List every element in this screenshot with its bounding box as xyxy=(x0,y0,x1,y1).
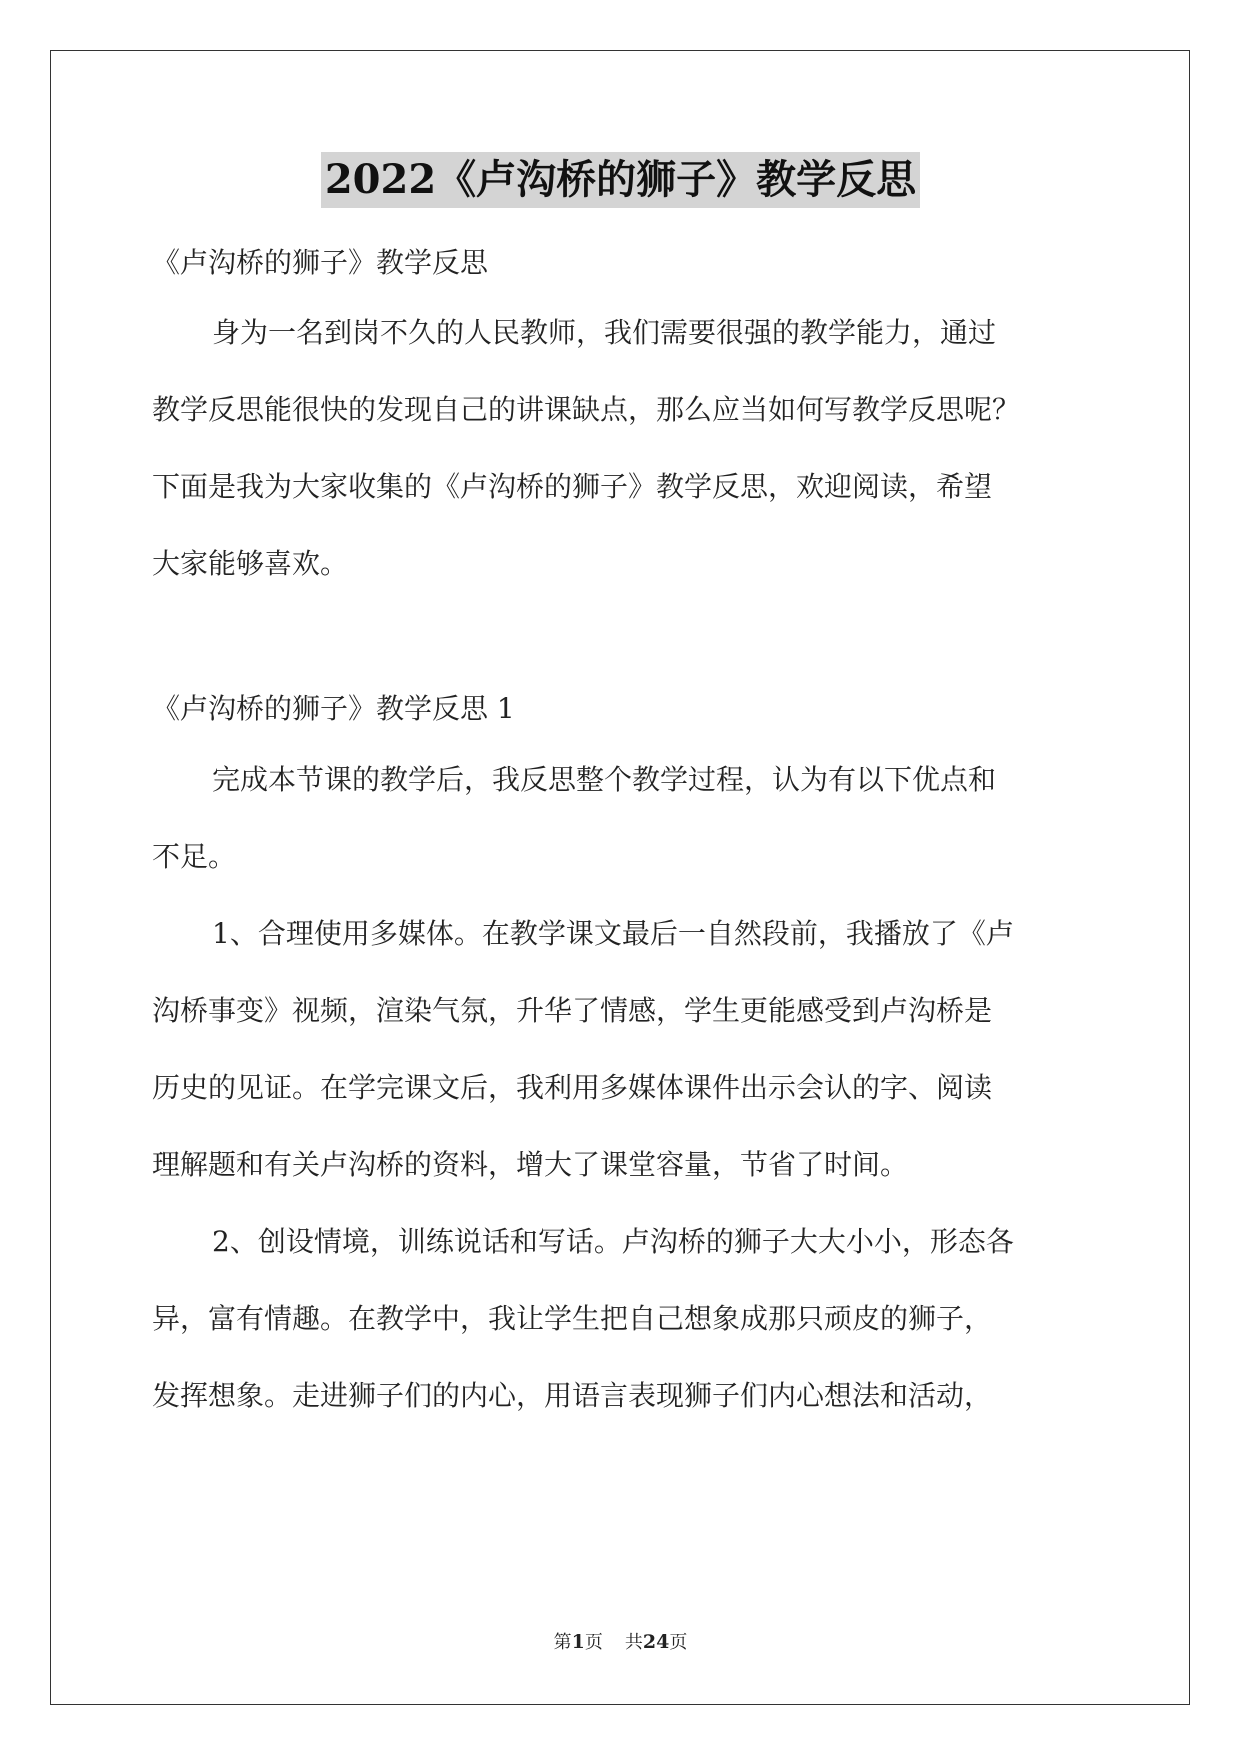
page-footer xyxy=(0,1628,1241,1654)
paragraph-line: 1、合理使用多媒体。在教学课文最后一自然段前，我播放了《卢 xyxy=(212,917,1014,950)
page-suffix: 页 xyxy=(584,1632,603,1653)
paragraph-line: 发挥想象。走进狮子们的内心，用语言表现狮子们内心想法和活动， xyxy=(152,1379,993,1412)
total-suffix: 页 xyxy=(669,1632,688,1653)
paragraph-line: 理解题和有关卢沟桥的资料，增大了课堂容量，节省了时间。 xyxy=(152,1148,909,1181)
page-border xyxy=(50,50,1190,1705)
page-number: 1 xyxy=(571,1631,585,1653)
paragraph-line: 大家能够喜欢。 xyxy=(152,547,349,580)
title-block xyxy=(0,152,1241,208)
paragraph-line: 历史的见证。在学完课文后，我利用多媒体课件出示会认的字、阅读 xyxy=(152,1071,993,1104)
document-title: 2022《卢沟桥的狮子》教学反思 xyxy=(321,152,920,208)
paragraph-line: 下面是我为大家收集的《卢沟桥的狮子》教学反思，欢迎阅读，希望 xyxy=(152,470,993,503)
paragraph-line: 完成本节课的教学后，我反思整个教学过程，认为有以下优点和 xyxy=(212,763,997,796)
page-prefix: 第 xyxy=(553,1632,572,1653)
paragraph-line: 异，富有情趣。在教学中，我让学生把自己想象成那只顽皮的狮子， xyxy=(152,1302,993,1335)
total-prefix: 共 xyxy=(624,1632,643,1653)
paragraph-line: 2、创设情境，训练说话和写话。卢沟桥的狮子大大小小，形态各 xyxy=(212,1225,1014,1258)
paragraph-line: 沟桥事变》视频，渲染气氛，升华了情感，学生更能感受到卢沟桥是 xyxy=(152,994,993,1027)
paragraph-line: 教学反思能很快的发现自己的讲课缺点，那么应当如何写教学反思呢？ xyxy=(152,393,1021,426)
section-heading: 《卢沟桥的狮子》教学反思 1 xyxy=(152,692,515,725)
paragraph-line: 身为一名到岗不久的人民教师，我们需要很强的教学能力，通过 xyxy=(212,316,997,349)
paragraph-line: 不足。 xyxy=(152,840,237,873)
section-heading: 《卢沟桥的狮子》教学反思 xyxy=(152,246,489,279)
total-pages: 24 xyxy=(642,1631,670,1653)
